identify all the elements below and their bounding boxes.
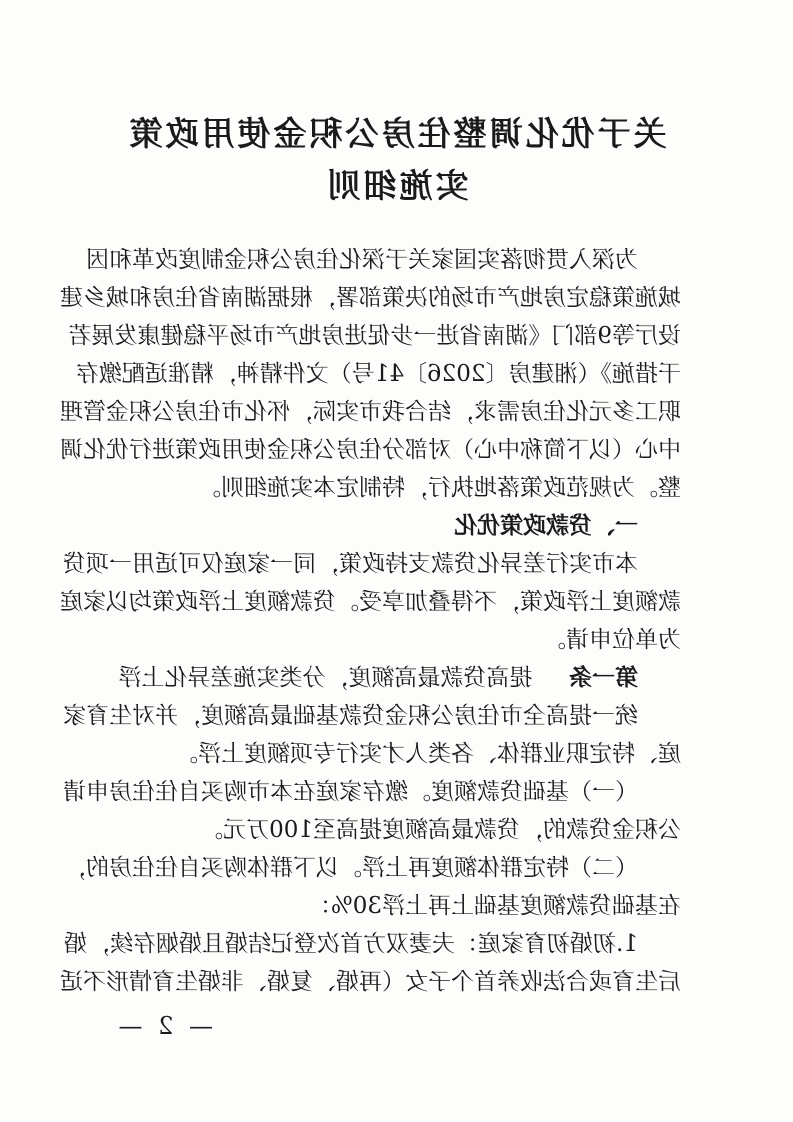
document-title-line-2: 实施细则 bbox=[324, 166, 469, 205]
article-1-header bbox=[118, 658, 638, 698]
section1-line: 款额度上浮政策，不得叠加享受。贷款额度上浮政策均以家庭 bbox=[60, 589, 681, 615]
article1-line: 统一提高全市住房公积金贷款基础最高额度，并对生育家 bbox=[63, 703, 638, 729]
item2-line: （二）特定群体额度再上浮。以下群体购买自住住房的， bbox=[63, 855, 638, 881]
item1-line: （一）基础贷款额度。缴存家庭在本市购买自住住房申请 bbox=[63, 779, 638, 805]
item2-line: 在基础贷款额度基础上再上浮30%： bbox=[307, 893, 681, 919]
page-number: — 2 — bbox=[114, 1012, 213, 1040]
section-heading: 一、贷款政策优化 bbox=[454, 513, 638, 539]
sub1-line: 后生育或合法收养首个子女（再婚、复婚、非婚生育情形不适 bbox=[60, 969, 681, 995]
intro-line: 设厅等9部门《湖南省进一步促进房地产市场平稳健康发展若 bbox=[68, 323, 681, 349]
intro-line: 中心（以下简称中心）对部分住房公积金使用政策进行优化调 bbox=[60, 437, 681, 463]
section1-line: 为单位申请。 bbox=[543, 627, 681, 653]
intro-line: 职工多元化住房需求，结合我市实际，怀化市住房公积金管理 bbox=[60, 399, 681, 425]
section1-line: 本市实行差异化贷款支持政策，同一家庭仅可适用一项贷 bbox=[63, 551, 638, 577]
article-label: 第一条 bbox=[569, 665, 638, 691]
document-title-line-1: 关于优化调整住房公积金使用政策 bbox=[126, 114, 667, 153]
intro-line: 干措施》（湘建房〔2026〕41号）文件精神，精准适配缴存 bbox=[75, 361, 681, 387]
sub1-line: 1.初婚初育家庭：夫妻双方首次登记结婚且婚姻存续，婚 bbox=[64, 931, 638, 957]
article-title: 提高贷款最高额度，分类实施差异化上浮 bbox=[118, 665, 533, 691]
intro-line: 整。为规范政策落地执行，特制定本实施细则。 bbox=[198, 475, 681, 501]
intro-line: 城施策稳定房地产市场的决策部署，根据湖南省住房和城乡建 bbox=[60, 285, 681, 311]
article1-line: 庭、特定职业群体、各类人才实行专项额度上浮。 bbox=[175, 741, 681, 767]
intro-line: 为深入贯彻落实国家关于深化住房公积金制度改革和因 bbox=[86, 247, 638, 273]
item1-line: 公积金贷款的，贷款最高额度提高至100万元。 bbox=[200, 817, 681, 843]
